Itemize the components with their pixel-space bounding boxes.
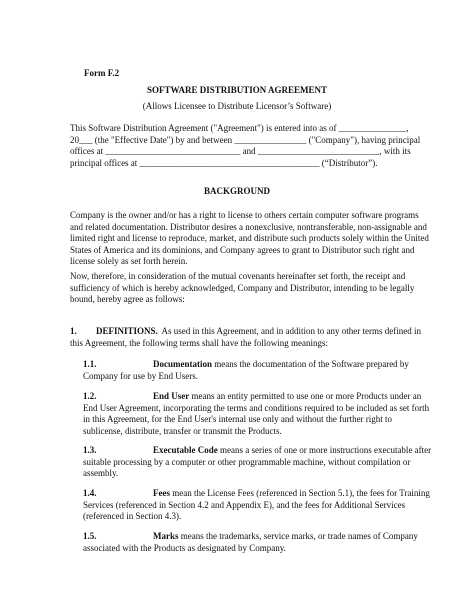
definition-number: 1.5. [83, 531, 97, 541]
definitions-number: 1. [70, 326, 77, 336]
definitions-text: As used in this Agreement, and in addition to any other terms defined in this Agreement, the following terms shall have the following meanings: [70, 326, 421, 348]
definition-text: mean the License Fees (referenced in Section 5.1), the fees for Training Services (referenced in Section 4.2 and Appendix E), and the fees for Additional Services (referenced in Section 4.3). [83, 488, 430, 522]
definition-item [83, 531, 433, 554]
definition-item [83, 445, 433, 480]
definition-item [83, 488, 433, 523]
definition-term: Marks [153, 531, 179, 541]
background-paragraph-2: Now, therefore, in consideration of the mutual covenants hereinafter set forth, the receipt and sufficiency of which is hereby acknowledged, Company and Distributor, intending to be legally bound, hereby agree as follows: [70, 271, 415, 305]
form-label: Form F.2 [84, 68, 120, 78]
definition-item [83, 391, 433, 437]
definition-number: 1.4. [83, 488, 97, 498]
background-heading: BACKGROUND [203, 186, 270, 196]
document-subtitle: (Allows Licensee to Distribute Licensor’s Software) [142, 101, 332, 111]
definition-text: means a series of one or more instructions executable after suitable processing by a computer or other programmable machine, without compilation or assembly. [83, 445, 432, 479]
definitions-section [70, 326, 432, 349]
definition-number: 1.1. [83, 359, 97, 369]
definition-term: Fees [153, 488, 170, 498]
definition-text: means the documentation of the Software prepared by Company for use by End Users. [83, 359, 409, 381]
definition-text: means an entity permitted to use one or more Products under an End User Agreement, incorporating the terms and conditions required to be included as set forth in this Agreement, for the End User's internal use only and without the further right to sublicense, distribute, transfer or transmit the Products. [83, 391, 430, 436]
definition-text: means the trademarks, service marks, or trade names of Company associated with the Products as designated by Company. [83, 531, 418, 553]
definition-term: End User [153, 391, 190, 401]
definition-term: Documentation [153, 359, 212, 369]
definition-item [83, 359, 433, 382]
background-paragraph-1: Company is the owner and/or has a right to license to others certain computer software programs and related documentation. Distributor desires a nonexclusive, nontransferable, non-assignable and limited right and license to reproduce, market, and distribute such products solely within the United States of America and its dominions, and Company agrees to grant to Distributor such right and license solely as set forth herein. [70, 210, 429, 267]
document-title: SOFTWARE DISTRIBUTION AGREEMENT [146, 85, 328, 95]
definition-number: 1.3. [83, 445, 97, 455]
definitions-title: DEFINITIONS. [96, 326, 158, 336]
intro-paragraph: This Software Distribution Agreement ("Agreement") is entered into as of _______________, 20___ (the "Effective Date") by and between ________________ ("Company"), having principal offices at ______________________________ and ___________________________, with its principal offices at ________________________________________ (“Distributor”). [70, 123, 421, 168]
definition-number: 1.2. [83, 391, 97, 401]
definition-term: Executable Code [153, 445, 218, 455]
